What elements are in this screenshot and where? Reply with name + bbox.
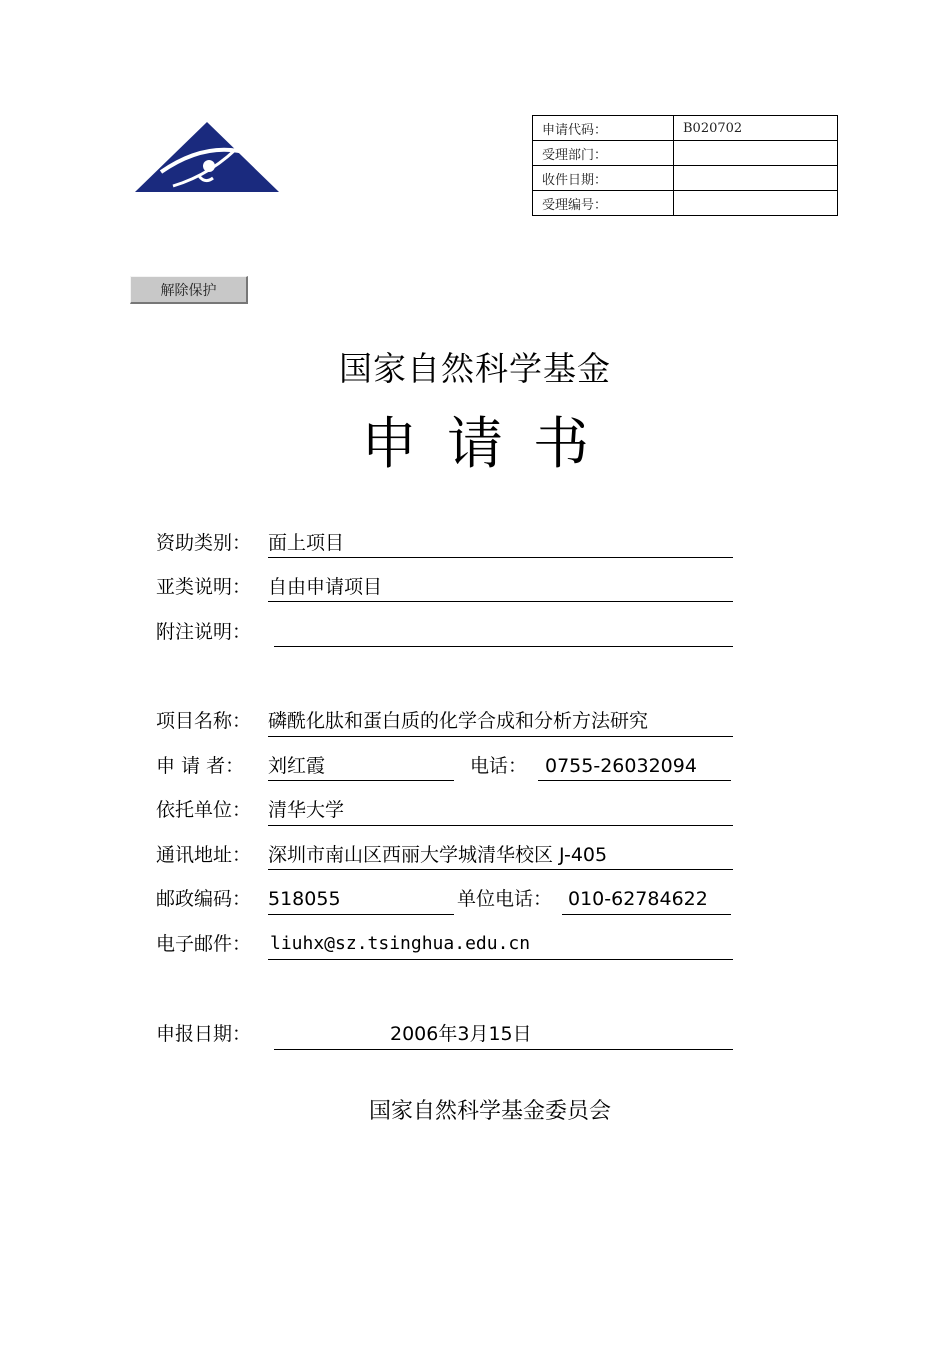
applicant-underline: [268, 780, 454, 781]
project-name-label: 项目名称：: [156, 710, 252, 732]
institution-field[interactable]: 清华大学: [268, 799, 345, 821]
subcategory-label: 亚类说明：: [156, 576, 252, 598]
email-field[interactable]: liuhx@sz.tsinghua.edu.cn: [270, 933, 531, 954]
table-value[interactable]: [674, 191, 838, 216]
project-name-underline: [268, 736, 733, 737]
note-underline: [274, 646, 733, 647]
funding-category-field[interactable]: 面上项目: [268, 532, 345, 554]
date-label: 申报日期：: [156, 1023, 252, 1045]
date-underline: [274, 1049, 733, 1050]
table-label: 受理部门：: [533, 141, 674, 166]
project-name-field[interactable]: 磷酰化肽和蛋白质的化学合成和分析方法研究: [268, 710, 649, 732]
funding-category-underline: [268, 557, 733, 558]
phone-field[interactable]: 0755-26032094: [545, 755, 697, 777]
table-label: 收件日期：: [533, 166, 674, 191]
table-value[interactable]: [674, 141, 838, 166]
funding-category-label: 资助类别：: [156, 532, 252, 554]
page-title-org: 国家自然科学基金: [339, 349, 611, 388]
unit-phone-underline: [562, 914, 731, 915]
subcategory-underline: [268, 601, 733, 602]
phone-underline: [538, 780, 731, 781]
address-label: 通讯地址：: [156, 844, 252, 866]
institution-label: 依托单位：: [156, 799, 252, 821]
footer-org: 国家自然科学基金委员会: [368, 1099, 611, 1124]
email-label: 电子邮件：: [156, 933, 252, 955]
table-label: 申请代码：: [533, 116, 674, 141]
applicant-label: 申 请 者：: [156, 755, 245, 777]
unit-phone-label: 单位电话：: [457, 888, 553, 910]
table-row: [533, 191, 838, 216]
application-code-table: [532, 115, 838, 216]
unprotect-button[interactable]: 解除保护: [130, 276, 248, 304]
table-row: [533, 166, 838, 191]
applicant-field[interactable]: 刘红霞: [268, 755, 326, 777]
phone-label: 电话：: [470, 755, 528, 777]
table-row: [533, 141, 838, 166]
table-row: [533, 116, 838, 141]
email-underline: [268, 959, 733, 960]
table-label: 受理编号：: [533, 191, 674, 216]
nsfc-logo-icon: [133, 120, 281, 196]
institution-underline: [268, 825, 733, 826]
table-value[interactable]: B020702: [674, 116, 838, 141]
note-label: 附注说明：: [156, 621, 252, 643]
date-field[interactable]: 2006年3月15日: [390, 1023, 532, 1045]
page-title: 申请书: [361, 412, 619, 477]
table-value[interactable]: [674, 166, 838, 191]
postcode-underline: [268, 914, 454, 915]
postcode-field[interactable]: 518055: [268, 888, 341, 910]
unit-phone-field[interactable]: 010-62784622: [568, 888, 708, 910]
address-underline: [268, 869, 733, 870]
postcode-label: 邮政编码：: [156, 888, 252, 910]
address-field[interactable]: 深圳市南山区西丽大学城清华校区 J-405: [268, 844, 608, 866]
subcategory-field[interactable]: 自由申请项目: [268, 576, 383, 598]
